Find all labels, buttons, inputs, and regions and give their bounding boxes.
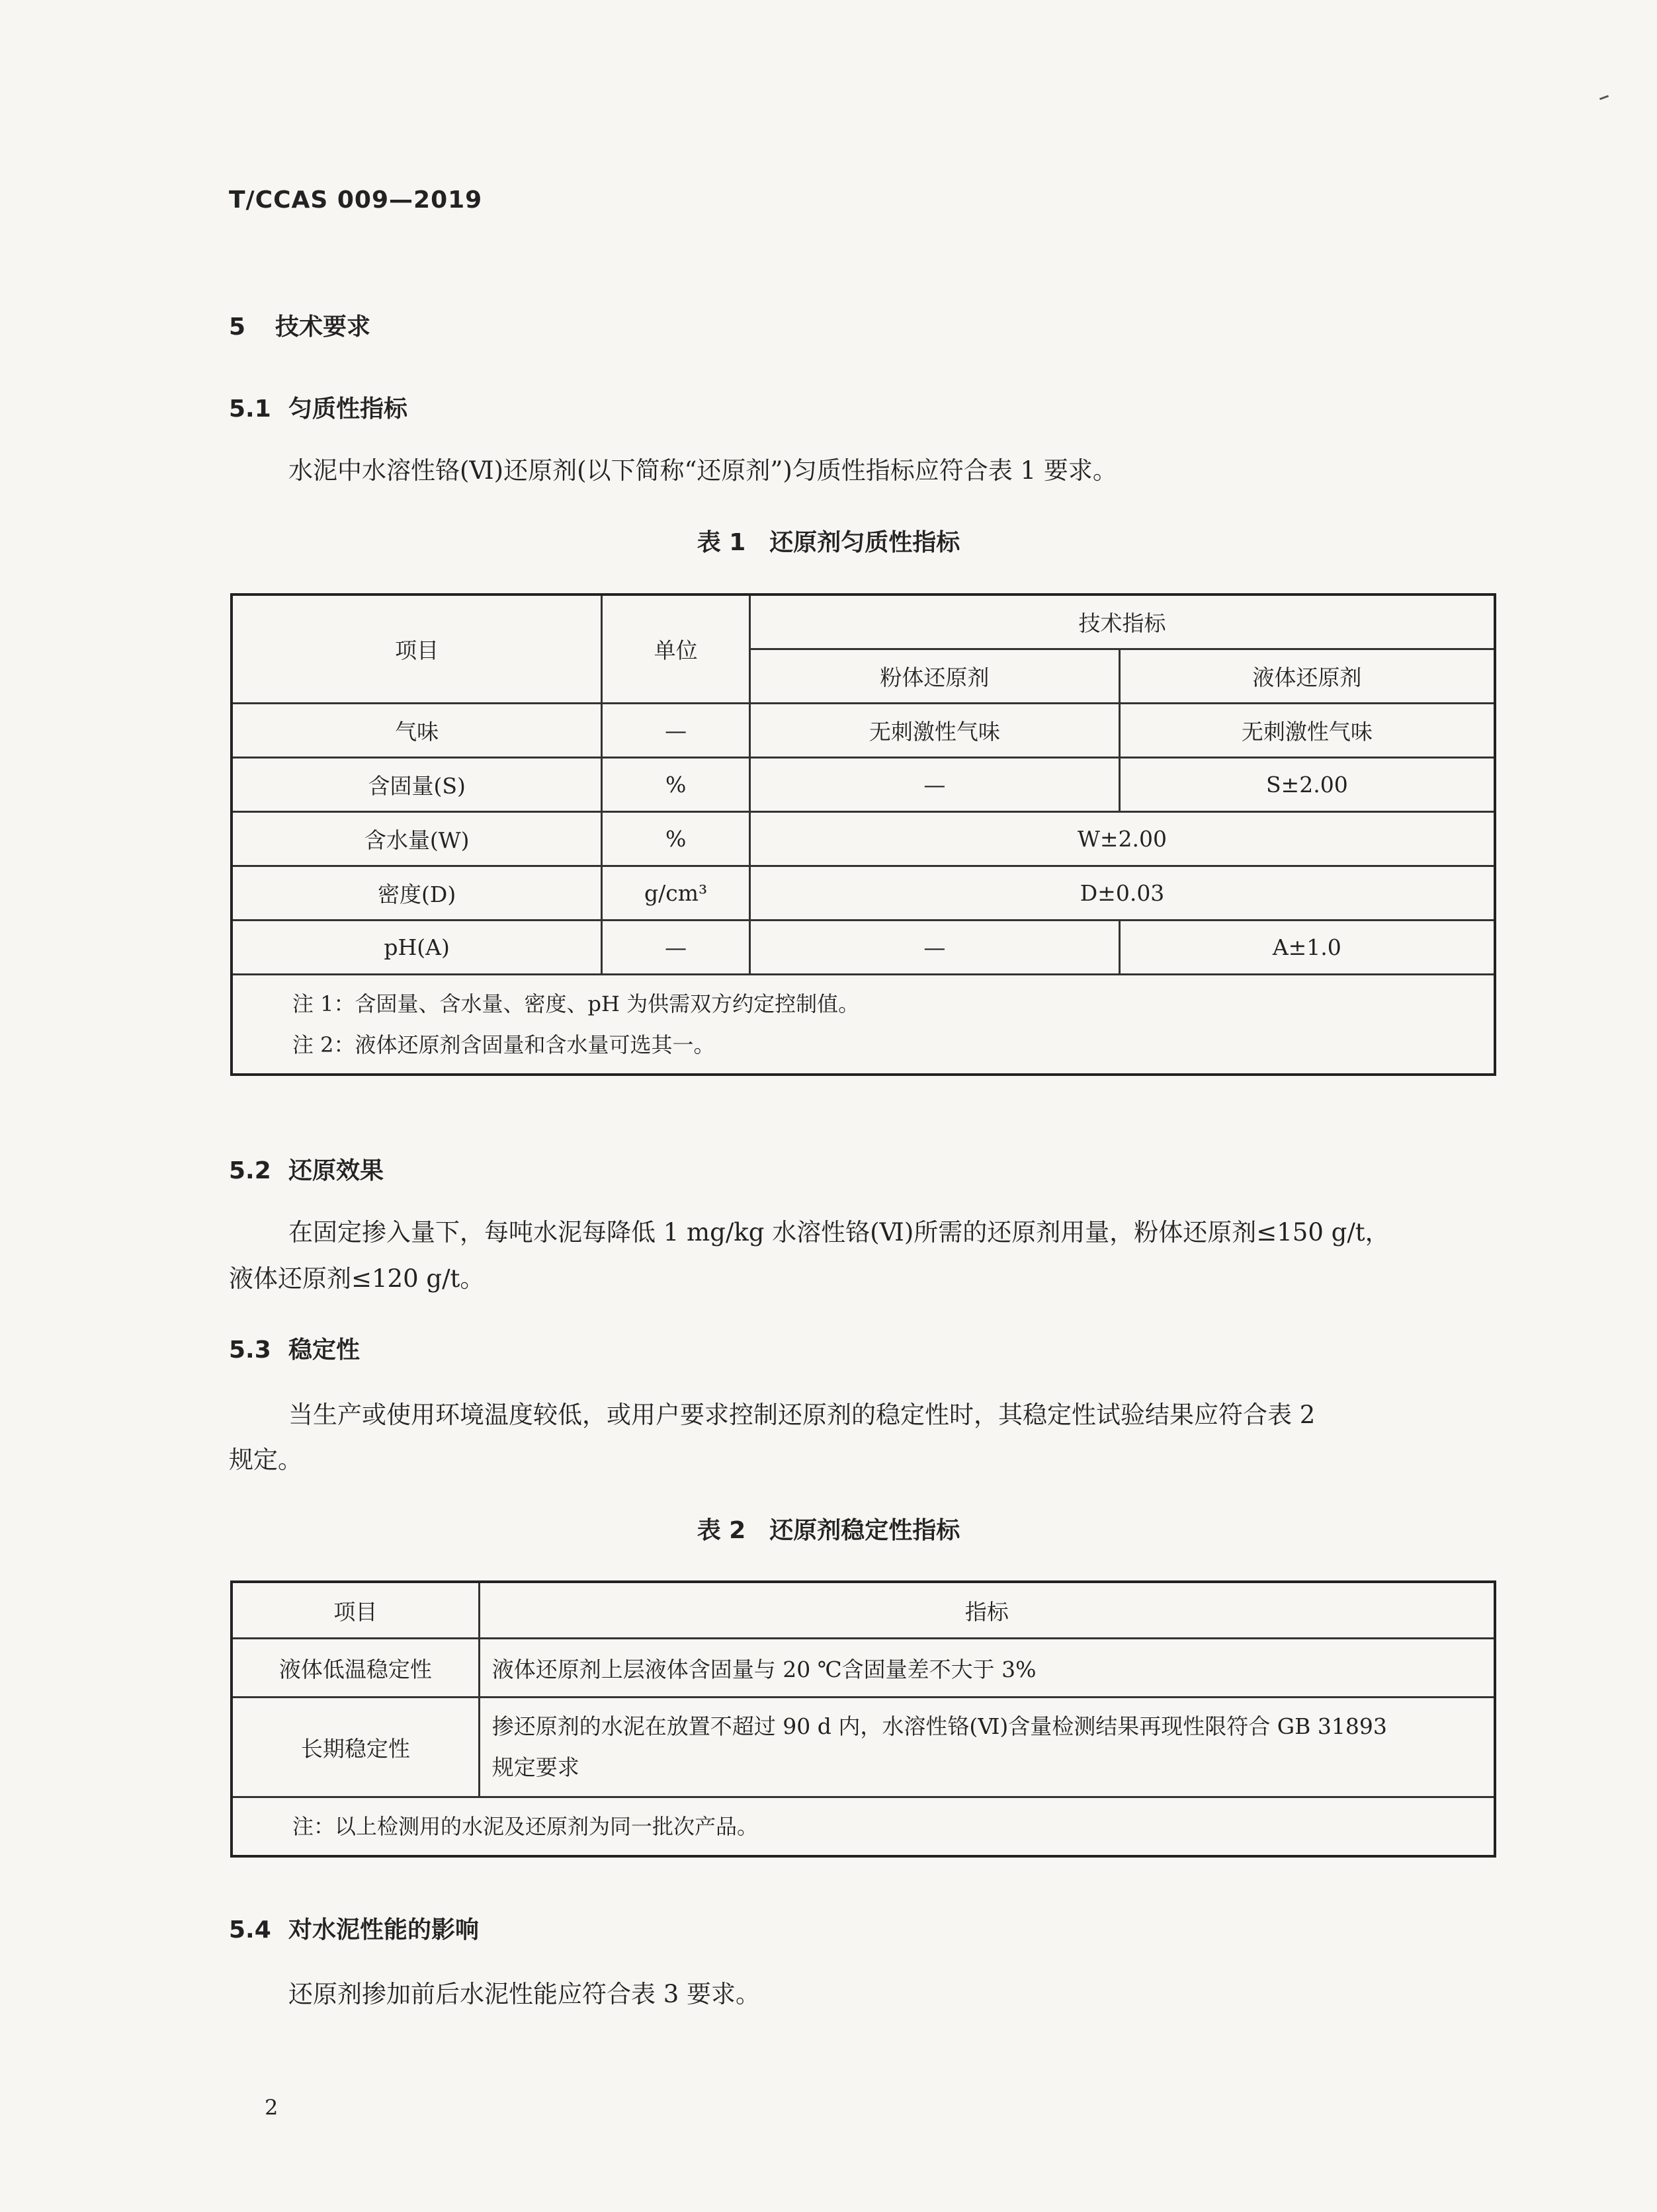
table-notes: [232, 975, 1495, 1075]
table-header-row: [232, 594, 1495, 649]
cell-powder: 无刺激性气味: [750, 704, 1120, 758]
note-1: 注 1：含固量、含水量、密度、pH 为供需双方约定控制值。: [292, 991, 860, 1016]
cell-item: pH(A): [232, 921, 602, 975]
header-index: 指标: [479, 1582, 1495, 1639]
cell-unit: —: [602, 921, 750, 975]
section-heading-5: [229, 308, 370, 342]
table-note-row: [232, 975, 1495, 1075]
cell-value-line1: 掺还原剂的水泥在放置不超过 90 d 内，水溶性铬(Ⅵ)含量检测结果再现性限符合 GB 31893: [491, 1713, 1387, 1739]
header-item: 项目: [232, 1582, 479, 1639]
cell-unit: g/cm³: [602, 866, 750, 921]
section-title: 还原效果: [288, 1157, 384, 1184]
header-liquid: 液体还原剂: [1119, 649, 1495, 704]
table-row: [232, 1639, 1495, 1698]
cell-liquid: A±1.0: [1119, 921, 1495, 975]
section-number: 5.3: [229, 1336, 271, 1364]
cell-value: [479, 1698, 1495, 1797]
table-row: [232, 704, 1495, 758]
paragraph-5-2-cont: 液体还原剂≤120 g/t。: [229, 1264, 485, 1293]
table2-caption: 表 2 还原剂稳定性指标: [697, 1517, 960, 1544]
cell-merged: D±0.03: [750, 866, 1495, 921]
section-number: 5.4: [229, 1916, 271, 1944]
section-number: 5.2: [229, 1157, 271, 1184]
cell-liquid: S±2.00: [1119, 758, 1495, 812]
document-id: T/CCAS 009—2019: [229, 186, 483, 214]
header-item: 项目: [232, 594, 602, 704]
header-tech: 技术指标: [750, 594, 1495, 649]
table-row: [232, 921, 1495, 975]
cell-item: 液体低温稳定性: [232, 1639, 479, 1698]
cell-powder: —: [750, 758, 1120, 812]
cell-unit: —: [602, 704, 750, 758]
section-title: 稳定性: [288, 1336, 361, 1364]
table-header-row: [232, 1582, 1495, 1639]
cell-powder: —: [750, 921, 1120, 975]
section-heading-5-4: [229, 1911, 479, 1945]
cell-item: 密度(D): [232, 866, 602, 921]
table-row: [232, 758, 1495, 812]
note-2: 注 2：液体还原剂含固量和含水量可选其一。: [292, 1032, 715, 1057]
paragraph-5-3: 当生产或使用环境温度较低，或用户要求控制还原剂的稳定性时，其稳定性试验结果应符合表 2: [288, 1401, 1316, 1429]
cell-unit: %: [602, 758, 750, 812]
cell-item: 气味: [232, 704, 602, 758]
cell-value-line2: 规定要求: [491, 1754, 579, 1780]
table-note-row: [232, 1797, 1495, 1857]
section-heading-5-1: [229, 390, 407, 424]
cell-item: 长期稳定性: [232, 1698, 479, 1797]
paragraph-5-4: 还原剂掺加前后水泥性能应符合表 3 要求。: [288, 1980, 761, 2008]
scan-mark: [1599, 95, 1609, 101]
page-number: 2: [265, 2095, 278, 2120]
cell-value: 液体还原剂上层液体含固量与 20 ℃含固量差不大于 3%: [479, 1639, 1495, 1698]
cell-liquid: 无刺激性气味: [1119, 704, 1495, 758]
paragraph-5-2: 在固定掺入量下，每吨水泥每降低 1 mg/kg 水溶性铬(Ⅵ)所需的还原剂用量，粉体还原剂≤150 g/t，: [288, 1218, 1390, 1247]
table-row: [232, 812, 1495, 866]
cell-item: 含固量(S): [232, 758, 602, 812]
cell-merged: W±2.00: [750, 812, 1495, 866]
section-heading-5-2: [229, 1152, 384, 1186]
table-row: [232, 1698, 1495, 1797]
header-unit: 单位: [602, 594, 750, 704]
section-title: 匀质性指标: [288, 395, 408, 423]
table-note: 注：以上检测用的水泥及还原剂为同一批次产品。: [232, 1797, 1495, 1857]
table-2: [230, 1580, 1496, 1858]
section-number: 5: [229, 313, 246, 341]
paragraph-5-1: 水泥中水溶性铬(Ⅵ)还原剂(以下简称“还原剂”)匀质性指标应符合表 1 要求。: [288, 456, 1117, 485]
cell-unit: %: [602, 812, 750, 866]
paragraph-5-3-cont: 规定。: [229, 1446, 302, 1474]
header-powder: 粉体还原剂: [750, 649, 1120, 704]
cell-item: 含水量(W): [232, 812, 602, 866]
table-1: [230, 593, 1496, 1076]
section-title: 技术要求: [275, 313, 371, 341]
table-row: [232, 866, 1495, 921]
table1-caption: 表 1 还原剂匀质性指标: [697, 529, 960, 556]
section-number: 5.1: [229, 395, 271, 423]
section-title: 对水泥性能的影响: [288, 1916, 480, 1944]
section-heading-5-3: [229, 1331, 360, 1365]
